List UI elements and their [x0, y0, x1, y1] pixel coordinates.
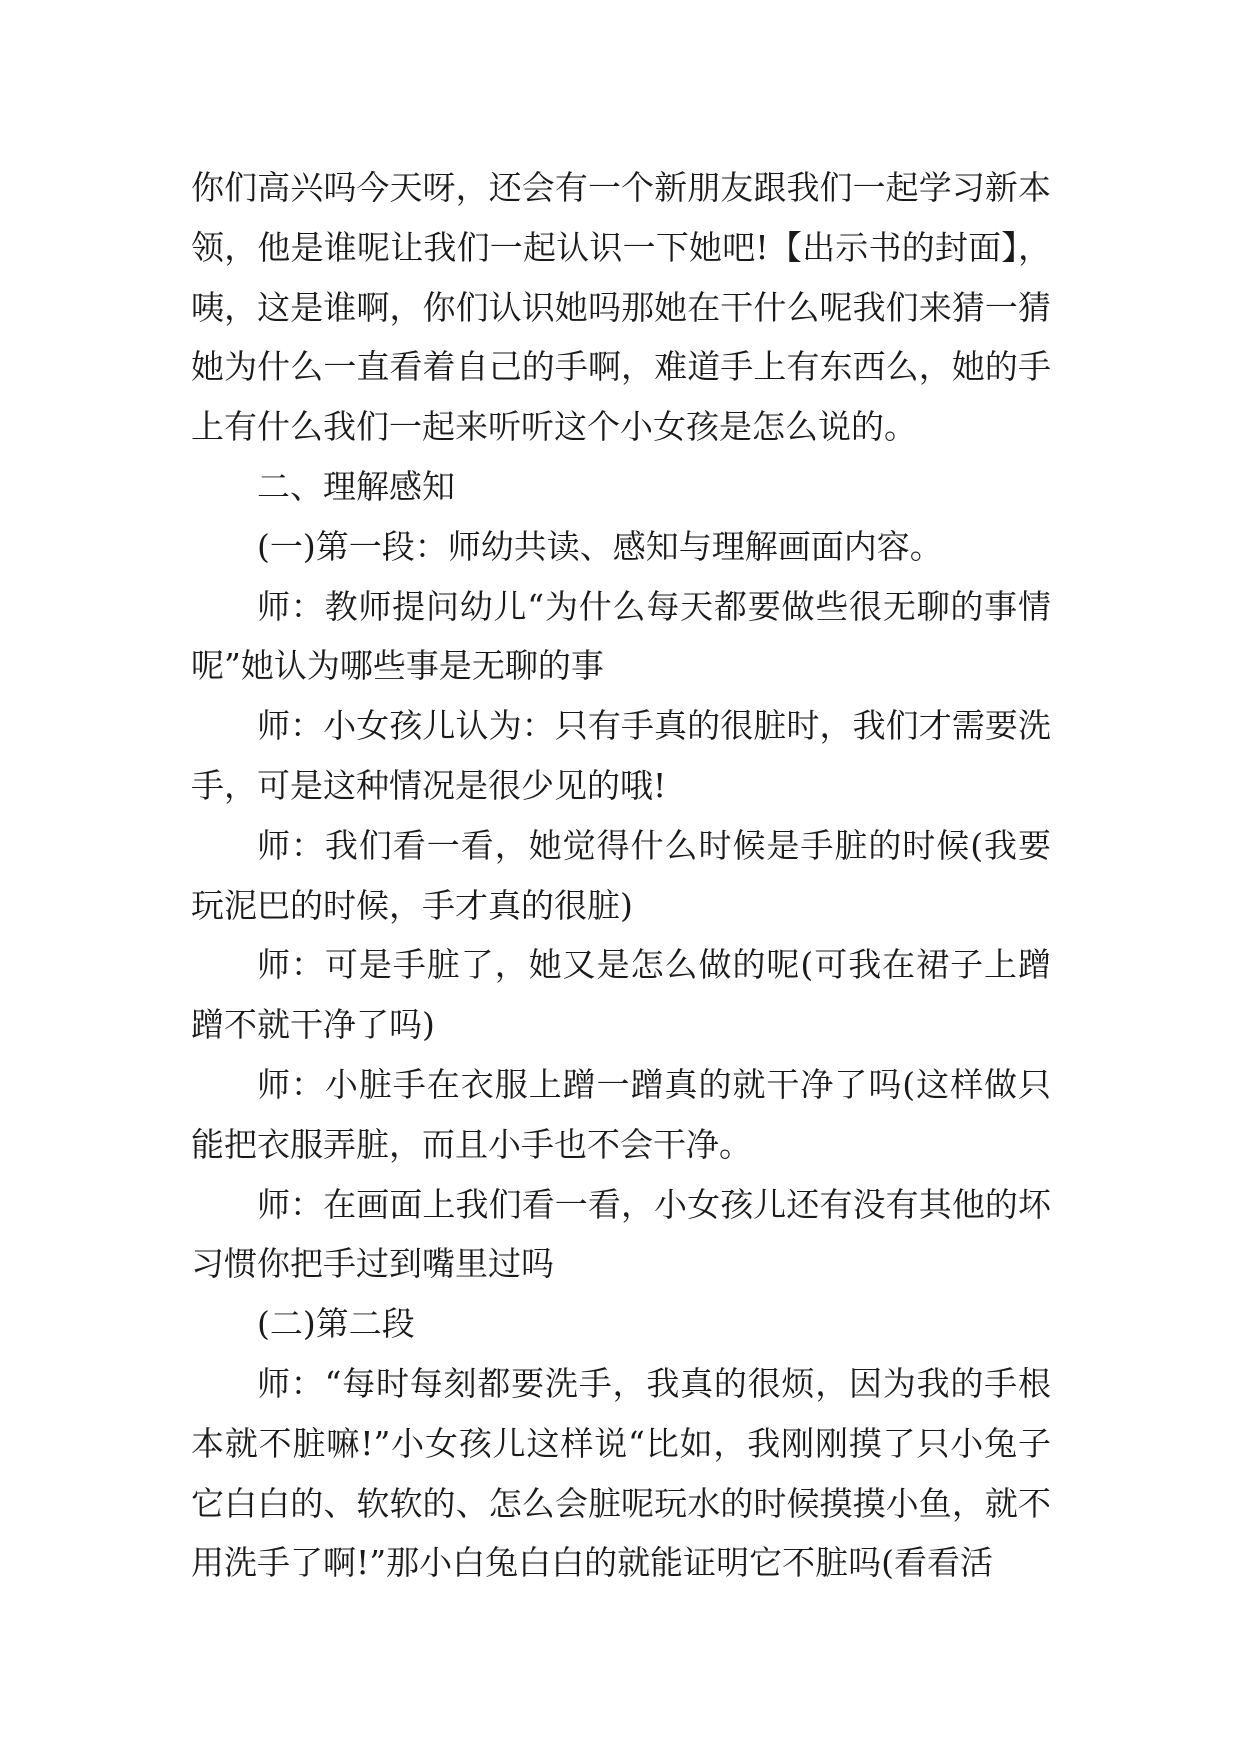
- body-paragraph: 师：在画面上我们看一看，小女孩儿还有没有其他的坏习惯你把手过到嘴里过吗: [191, 1184, 1051, 1284]
- body-paragraph: 师：小女孩儿认为：只有手真的很脏时，我们才需要洗手，可是这种情况是很少见的哦!: [191, 706, 1051, 805]
- body-paragraph: 师：我们看一看，她觉得什么时候是手脏的时候(我要玩泥巴的时候，手才真的很脏): [191, 825, 1051, 925]
- body-paragraph: 师：“每时每刻都要洗手，我真的很烦，因为我的手根本就不脏嘛!”小女孩儿这样说“比如，我刚刚摸了只小兔子它白白的、软软的、怎么会脏呢玩水的时候摸摸小鱼，就不用洗手了啊!”那小白兔白白的就能证明它不脏吗(看看活: [191, 1363, 1051, 1583]
- subsection-heading: (二)第二段: [257, 1304, 415, 1344]
- section-heading: 二、理解感知: [257, 466, 455, 506]
- body-paragraph: 师：可是手脏了，她又是怎么做的呢(可我在裙子上蹭蹭不就干净了吗): [191, 945, 1051, 1045]
- subsection-heading: (一)第一段：师幼共读、感知与理解画面内容。: [257, 526, 943, 566]
- intro-paragraph: 你们高兴吗今天呀，还会有一个新朋友跟我们一起学习新本领，他是谁呢让我们一起认识一下她吧!【出示书的封面】，咦，这是谁啊，你们认识她吗那她在干什么呢我们来猜一猜她为什么一直看着自己的手啊，难道手上有东西么，她的手上有什么我们一起来听听这个小女孩是怎么说的。: [191, 168, 1051, 447]
- body-paragraph: 师：教师提问幼儿“为什么每天都要做些很无聊的事情呢”她认为哪些事是无聊的事: [191, 586, 1051, 686]
- body-paragraph: 师：小脏手在衣服上蹭一蹭真的就干净了吗(这样做只能把衣服弄脏，而且小手也不会干净。: [191, 1064, 1051, 1164]
- document-body: [191, 158, 1051, 1593]
